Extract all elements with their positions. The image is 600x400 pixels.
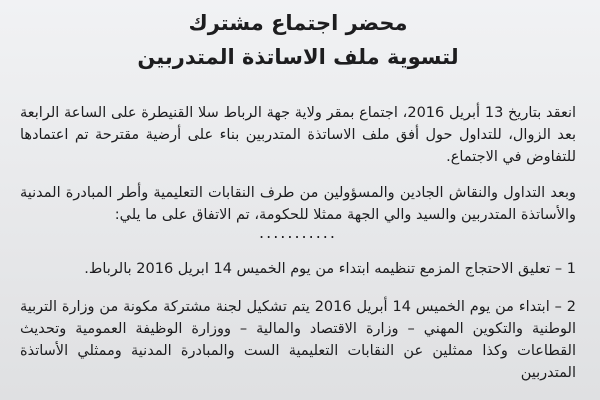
document-subtitle: لتسوية ملف الاساتذة المتدربين: [137, 45, 459, 69]
paragraph-meeting-info: انعقد بتاريخ 13 أبريل 2016، اجتماع بمقر ولاية جهة الرباط سلا القنيطرة على الساعة الرابعة بعد الزوال، للتداول حول أفق ملف الاساتذة المتدربين بناء على أرضية مقترحة تم اعتمادها للتفاوض في الاجتماع.: [20, 105, 577, 165]
dotted-separator: ...........: [259, 223, 337, 242]
list-item-2: [20, 296, 576, 384]
document-title: محضر اجتماع مشترك: [188, 11, 408, 35]
paragraph-agreement-intro: وبعد التداول والنقاش الجادين والمسؤولين من طرف النقابات التعليمية وأطر المبادرة المدنية والأساتذة المتدربين والسيد والي الجهة ممثلا للحكومة، تم الاتفاق على ما يلي:: [20, 185, 576, 223]
item-1-number: 1 –: [554, 261, 576, 277]
item-2-number: 2 –: [554, 299, 576, 315]
list-item-1: [20, 258, 576, 280]
item-1-text: تعليق الاحتجاج المزمع تنظيمه ابتداء من يوم الخميس 14 ابريل 2016 بالرباط.: [84, 261, 551, 277]
item-2-text: ابتداء من يوم الخميس 14 أبريل 2016 يتم تشكيل لجنة مشتركة مكونة من وزارة التربية الوطنية والتكوين المهني – وزارة الاقتصاد والمالية – ووزارة الوظيفة العمومية وتحديث القطاعات وكذا ممثلين عن النقابات التعليمية الست والمبادرة المدنية وممثلي الأساتذة المتدربين: [20, 299, 576, 381]
